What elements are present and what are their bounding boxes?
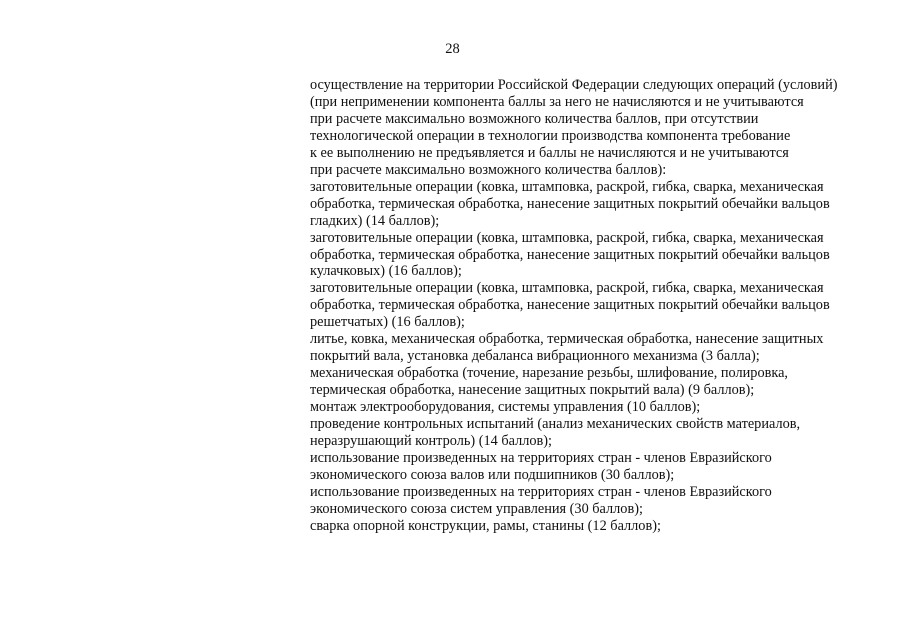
- text-line: обработка, термическая обработка, нанесение защитных покрытий обечайки вальцов: [310, 246, 830, 263]
- text-line: решетчатых) (16 баллов);: [310, 314, 465, 331]
- text-line: технологической операции в технологии производства компонента требование: [310, 127, 791, 144]
- text-line: заготовительные операции (ковка, штамповка, раскрой, гибка, сварка, механическая: [310, 229, 824, 246]
- text-line: (при неприменении компонента баллы за него не начисляются и не учитываются: [310, 93, 804, 110]
- text-line: использование произведенных на территориях стран - членов Евразийского: [310, 483, 772, 500]
- text-line: обработка, термическая обработка, нанесение защитных покрытий обечайки вальцов: [310, 195, 830, 212]
- text-line: использование произведенных на территориях стран - членов Евразийского: [310, 449, 772, 466]
- text-line: сварка опорной конструкции, рамы, станины (12 баллов);: [310, 517, 661, 534]
- text-line: покрытий вала, установка дебаланса вибрационного механизма (3 балла);: [310, 348, 760, 365]
- text-line: проведение контрольных испытаний (анализ механических свойств материалов,: [310, 416, 801, 433]
- text-line: термическая обработка, нанесение защитных покрытий вала) (9 баллов);: [310, 382, 755, 399]
- text-line: гладких) (14 баллов);: [310, 212, 440, 229]
- text-line: осуществление на территории Российской Федерации следующих операций (условий): [310, 77, 838, 93]
- text-line: экономического союза валов или подшипников (30 баллов);: [310, 466, 675, 483]
- document-body: [310, 77, 890, 535]
- text-line: заготовительные операции (ковка, штамповка, раскрой, гибка, сварка, механическая: [310, 178, 824, 195]
- text-line: при расчете максимально возможного количества баллов, при отсутствии: [310, 110, 759, 127]
- text-line: обработка, термическая обработка, нанесение защитных покрытий обечайки вальцов: [310, 297, 830, 314]
- text-line: к ее выполнению не предъявляется и баллы не начисляются и не учитываются: [310, 144, 789, 161]
- text-line: заготовительные операции (ковка, штамповка, раскрой, гибка, сварка, механическая: [310, 280, 824, 297]
- text-line: экономического союза систем управления (30 баллов);: [310, 500, 643, 517]
- text-line: неразрушающий контроль) (14 баллов);: [310, 433, 552, 450]
- text-line: литье, ковка, механическая обработка, термическая обработка, нанесение защитных: [310, 331, 824, 348]
- text-line: кулачковых) (16 баллов);: [310, 263, 462, 280]
- text-line: механическая обработка (точение, нарезание резьбы, шлифование, полировка,: [310, 365, 789, 382]
- text-line: монтаж электрооборудования, системы управления (10 баллов);: [310, 399, 701, 416]
- page-number: 28: [445, 41, 460, 57]
- text-line: при расчете максимально возможного количества баллов):: [310, 161, 667, 178]
